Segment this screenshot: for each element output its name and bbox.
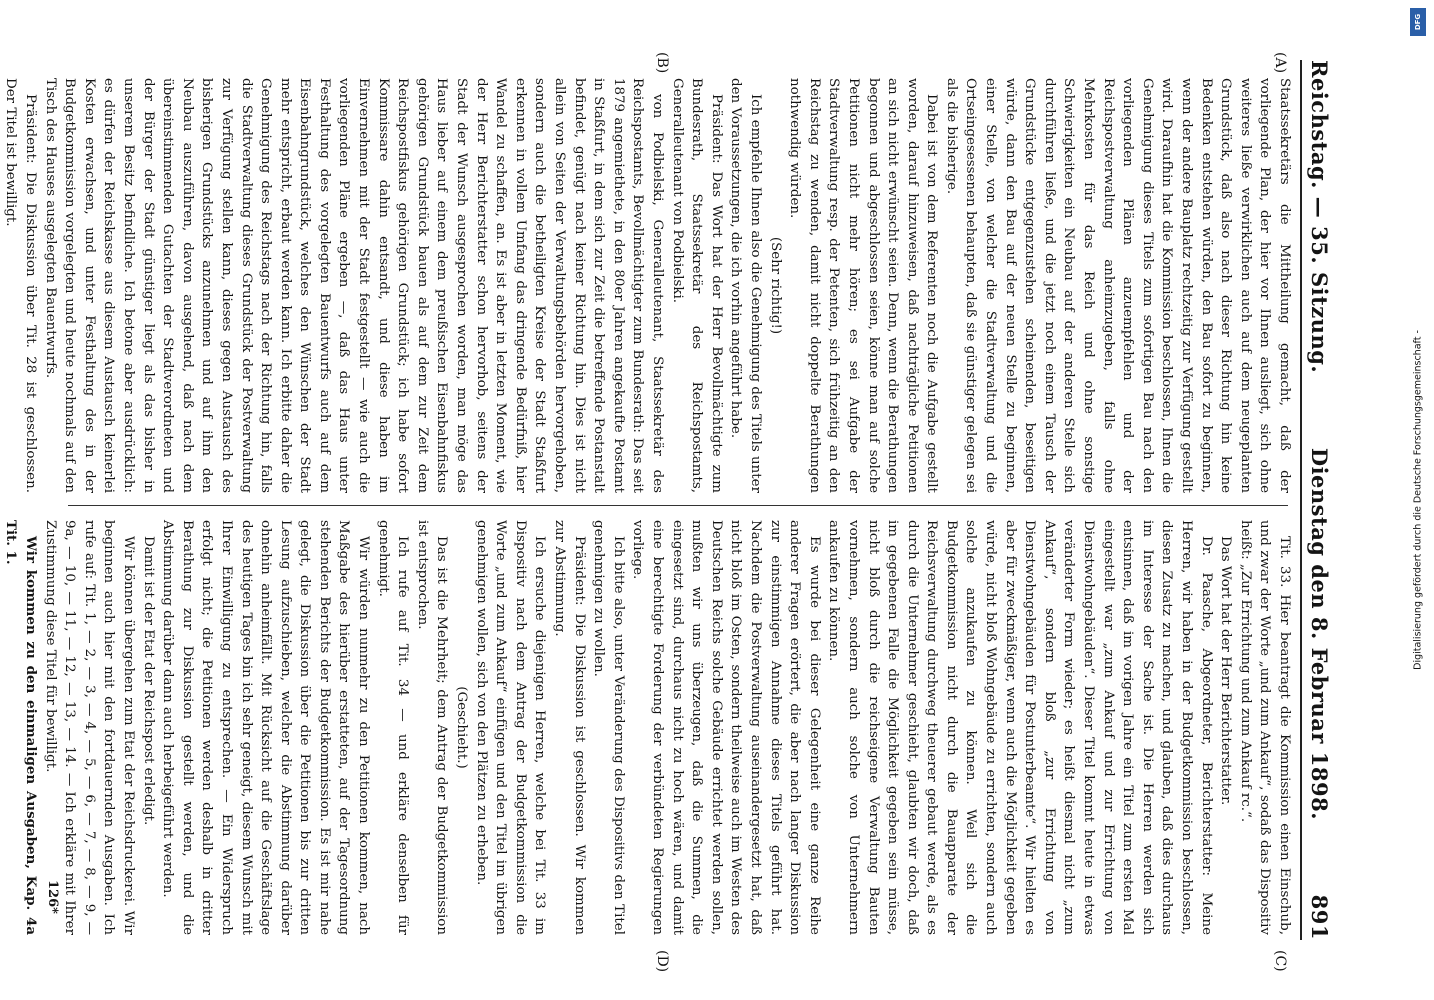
margin-marker-a: (A)	[1272, 52, 1288, 74]
paragraph: von Podbielski, Generalleutenant, Staatssekretär des Reichspostamts, Bevollmächtigter zum Bundesrath: Das seit 1879 angemiethete, in den 80er Jahren angekaufte Postamt in Staßfurt, in dem sich zur Zeit die betreffende Postanstalt befindet, genügt nach keiner Richtung hin. Dies ist nicht allein von Seiten der Verwaltungsbehörden hervorgehoben, sondern auch die betheiligten Kreise der Stadt Staßfurt erkennen in vollem Umfang das dringende Bedürfniß, hier Wandel zu schaffen, an. Es ist aber in letzten Moment, wie der Herr Berichterstatter schon hervorhob, seitens der Stadt der Wunsch ausgesprochen worden, man möge das Haus lieber auf einem dem preußischen Eisenbahnfiskus gehörigen Grundstück bauen als auf dem zur Zeit dem Reichspostfiskus gehörigen Grundstück; ich habe sofort Kommissare dahin entsandt, und diese haben im Einvernehmen mit der Stadt festgestellt — wie auch die vorliegenden Pläne ergeben —, daß das Haus unter Festhaltung des vorgelegten Bauentwurfs auch auf dem Eisenbahngrundstück, welches den Wünschen der Stadt mehr entspricht, erbaut werden kann. Ich erbitte daher die Genehmigung des Reichstags nach der Richtung hin, falls die Stadtverwaltung dieses Grundstück der Postverwaltung zur Verfügung stellen kann, dieses gegen Austausch des bisherigen Grundstücks anzunehmen und auf ihm den Neubau auszuführen, davon ausgehend, daß nach dem übereinstimmenden Gutachten der Stadtverordneten und der Bürger der Stadt günstiger liegt als das bisher in unserem Besitz befindliche. Ich betone aber ausdrücklich: es dürfen der Reichskasse aus diesem Austausch keinerlei Kosten erwachsen, und unter Festhaltung des in der Budgetkommission vorgelegten und heute nochmals auf den Tisch des Hauses ausgelegten Bauentwurfs.	[42, 78, 665, 493]
dfg-logo	[1410, 8, 1426, 36]
paragraph: Staatssekretärs die Mittheilung gemacht, daß der vorliegende Plan, der hier vor Ihnen ausliegt, sich ohne weiteres ließe verwirklichen auch auf dem neugeplanten Grundstück, daß also nach dieser Richtung hin keine Bedenken entstehen würden, den Bau sofort zu beginnen, wenn der andere Bauplatz rechtzeitig zur Verfügung gestellt wird. Daraufhin hat die Kommission beschlossen, Ihnen die Genehmigung dieses Titels zum sofortigen Bau nach den vorliegenden Plänen anzuempfehlen und der Reichspostverwaltung anheimzugeben, falls ohne Mehrkosten für das Reich und ohne sonstige Schwierigkeiten ein Neubau auf der anderen Stelle sich durchführen ließe, und die jetzt noch einem Tausch der Grundstücke entgegenzustehen scheinenden, beseitigen würde, dann den Bau auf der neuen Stelle zu beginnen, einer Stelle, von welcher die Stadtverwaltung und die Ortseingesessenen behaupten, daß sie günstiger gelegen sei als die bisherige.	[943, 78, 1292, 493]
digitization-credit	[1404, 0, 1434, 1000]
paragraph: Wir würden nunmehr zu den Petitionen kommen, nach Maßgabe des hierüber erstatteten, auf der Tagesordnung stehenden Berichts der Budgetkommission. Es ist mir nahe gelegt, die Diskussion über die Petitionen bis zur dritten Lesung aufzuschieben, welcher die Abstimmung darüber ohnehin anheimfällt. Mit Rücksicht auf die Geschäftslage des heutigen Tages bin ich sehr geneigt, diesem Wunsch mit Ihrer Einwilligung zu entsprechen. — Ein Widerspruch erfolgt nicht; die Petitionen werden deshalb in dritter Berathung zur Diskussion gestellt werden, und die Abstimmung darüber dann auch herbeigeführt werden.	[160, 520, 372, 935]
header-rule	[1300, 60, 1302, 940]
margin-marker-c: (C)	[1272, 950, 1288, 972]
interjection: (Sehr richtig!)	[767, 236, 783, 335]
paragraph	[0, 520, 1, 935]
dfg-logo-text: DFG	[1414, 13, 1422, 31]
paragraph: Ich empfehle Ihnen also die Genehmigung des Titels unter den Voraussetzungen, die ich vorhin angeführt habe.	[728, 78, 763, 493]
paragraph: Ich rufe auf Tit. 34 — und erkläre denselben für genehmigt.	[375, 520, 411, 935]
paragraph: Präsident: Die Diskussion über Tit. 28 ist geschlossen. Der Titel ist bewilligt.	[3, 78, 38, 493]
paragraph: Das ist die Mehrheit; dem Antrag der Budgetkommission ist entsprochen.	[414, 520, 450, 935]
header-center: Dienstag den 8. Februar 1898.	[1307, 447, 1333, 821]
column-left	[3, 78, 1294, 493]
paragraph: Das Wort hat der Herr Berichterstatter.	[1218, 536, 1234, 806]
paragraph: Präsident: Das Wort hat der Herr Bevollmächtigte zum Bundesrath, Staatssekretär des Reichspostamts, Generalleutenant von Podbielski.	[669, 78, 724, 493]
paragraph: Wir kommen zu den einmaligen Ausgaben, Kap. 4a Tit. 1.	[3, 520, 39, 935]
paragraph: Dabei ist von dem Referenten noch die Aufgabe gestellt worden, darauf hinzuweisen, daß nachträgliche Petitionen an sich nicht erwünscht seien. Denn, wenn die Berathungen begonnen und abgeschlossen seien, könne man auf solche Petitionen nicht mehr hören; es sei Aufgabe der Stadtverwaltung resp. der Petenten, sich frühzeitig an den Reichstag zu wenden, damit nicht doppelte Berathungen nothwendig würden.	[787, 78, 940, 493]
page-header	[1300, 60, 1340, 940]
paragraph: Präsident: Die Diskussion ist geschlossen. Wir kommen zur Abstimmung.	[552, 520, 587, 935]
column-separator	[68, 505, 1288, 506]
paragraph: Ich bitte also, unter Veränderung des Dispositivs den Titel genehmigen zu wollen.	[591, 520, 626, 935]
margin-marker-d: (D)	[654, 950, 670, 973]
header-left: Reichstag. — 35. Sitzung.	[1307, 60, 1333, 374]
page-number: 891	[1307, 894, 1333, 940]
margin-marker-b: (B)	[654, 52, 670, 74]
paragraph	[0, 78, 1, 493]
paragraph: Tit. 33. Hier beantragt die Kommission einen Einschub, und zwar der Worte „und zum Ankauf“, sodaß das Dispositiv heißt: „Zur Errichtung und zum Ankauf rc.“.	[1237, 520, 1292, 935]
paragraph: Dr. Paasche, Abgeordneter, Berichterstatter: Meine Herren, wir haben in der Budgetkommission beschlossen, diesen Zusatz zu machen, und glauben, daß dies durchaus im Interesse der Sache ist. Die Herren werden sich entsinnen, daß im vorigen Jahre ein Titel zum ersten Mal eingestellt war „zum Ankauf und zur Errichtung von Dienstwohngebäuden“. Dieser Titel kommt heute in etwas veränderter Form wieder; es heißt diesmal nicht „zum Ankauf“, sondern bloß „zur Errichtung von Dienstwohngebäuden für Postunterbeamte“. Wir hielten es aber für zweckmäßiger, wenn auch die Möglichkeit gegeben würde, nicht bloß Wohngebäude zu errichten, sondern auch solche anzukaufen zu können. Weil sich die Budgetkommission nicht durch die Bauapparate der Reichsverwaltung durchweg theuerer gebaut werde, als es durch die Unternehmer geschieht, glaubten wir doch, daß im gegebenen Falle die Möglichkeit gegeben sein müsse, nicht bloß durch die reichseigene Verwaltung Bauten vornehmen, sondern auch solche von Unternehmern ankaufen zu können.	[826, 520, 1214, 935]
paragraph: Damit ist der Etat der Reichspost erledigt.	[140, 536, 156, 826]
paragraph: Ich ersuche diejenigen Herren, welche bei Tit. 33 im Dispositiv nach dem Antrag der Budgetkommission die Worte „und zum Ankauf“ einfügen und den Titel im übrigen genehmigen wollen, sich von den Plätzen zu erheben.	[473, 520, 548, 935]
paragraph: Wir können übergehen zum Etat der Reichsdruckerei. Wir beginnen auch hier mit den fortdauernden Ausgaben. Ich rufe auf: Tit. 1, — 2, — 3, — 4, — 5, — 6, — 7, — 8, — 9, — 9a, — 10, — 11, — 12, — 13, — 14. — Ich erkläre mit Ihrer Zustimmung diese Titel für bewilligt.	[42, 520, 136, 935]
interjection: (Geschieht.)	[454, 686, 470, 769]
credit-text: Digitalisierung gefördert durch die Deutsche Forschungsgemeinschaft -	[1412, 330, 1424, 670]
paragraph: Es wurde bei dieser Gelegenheit eine ganze Reihe anderer Fragen erörtert, die aber nach langer Diskussion zur einstimmigen Annahme dieses Titels geführt hat. Nachdem die Postverwaltung auseinandergesetzt hat, daß nicht bloß im Osten, sondern theilweise auch im Westen des Deutschen Reichs solche Gebäude errichtet werden sollen, mußten wir uns überzeugen, daß die Summen, die eingesetzt sind, durchaus nicht zu hoch wären, und damit eine berechtigte Forderung der verbündeten Regierungen vorliege.	[630, 520, 822, 935]
signature-mark: 126*	[45, 880, 60, 914]
